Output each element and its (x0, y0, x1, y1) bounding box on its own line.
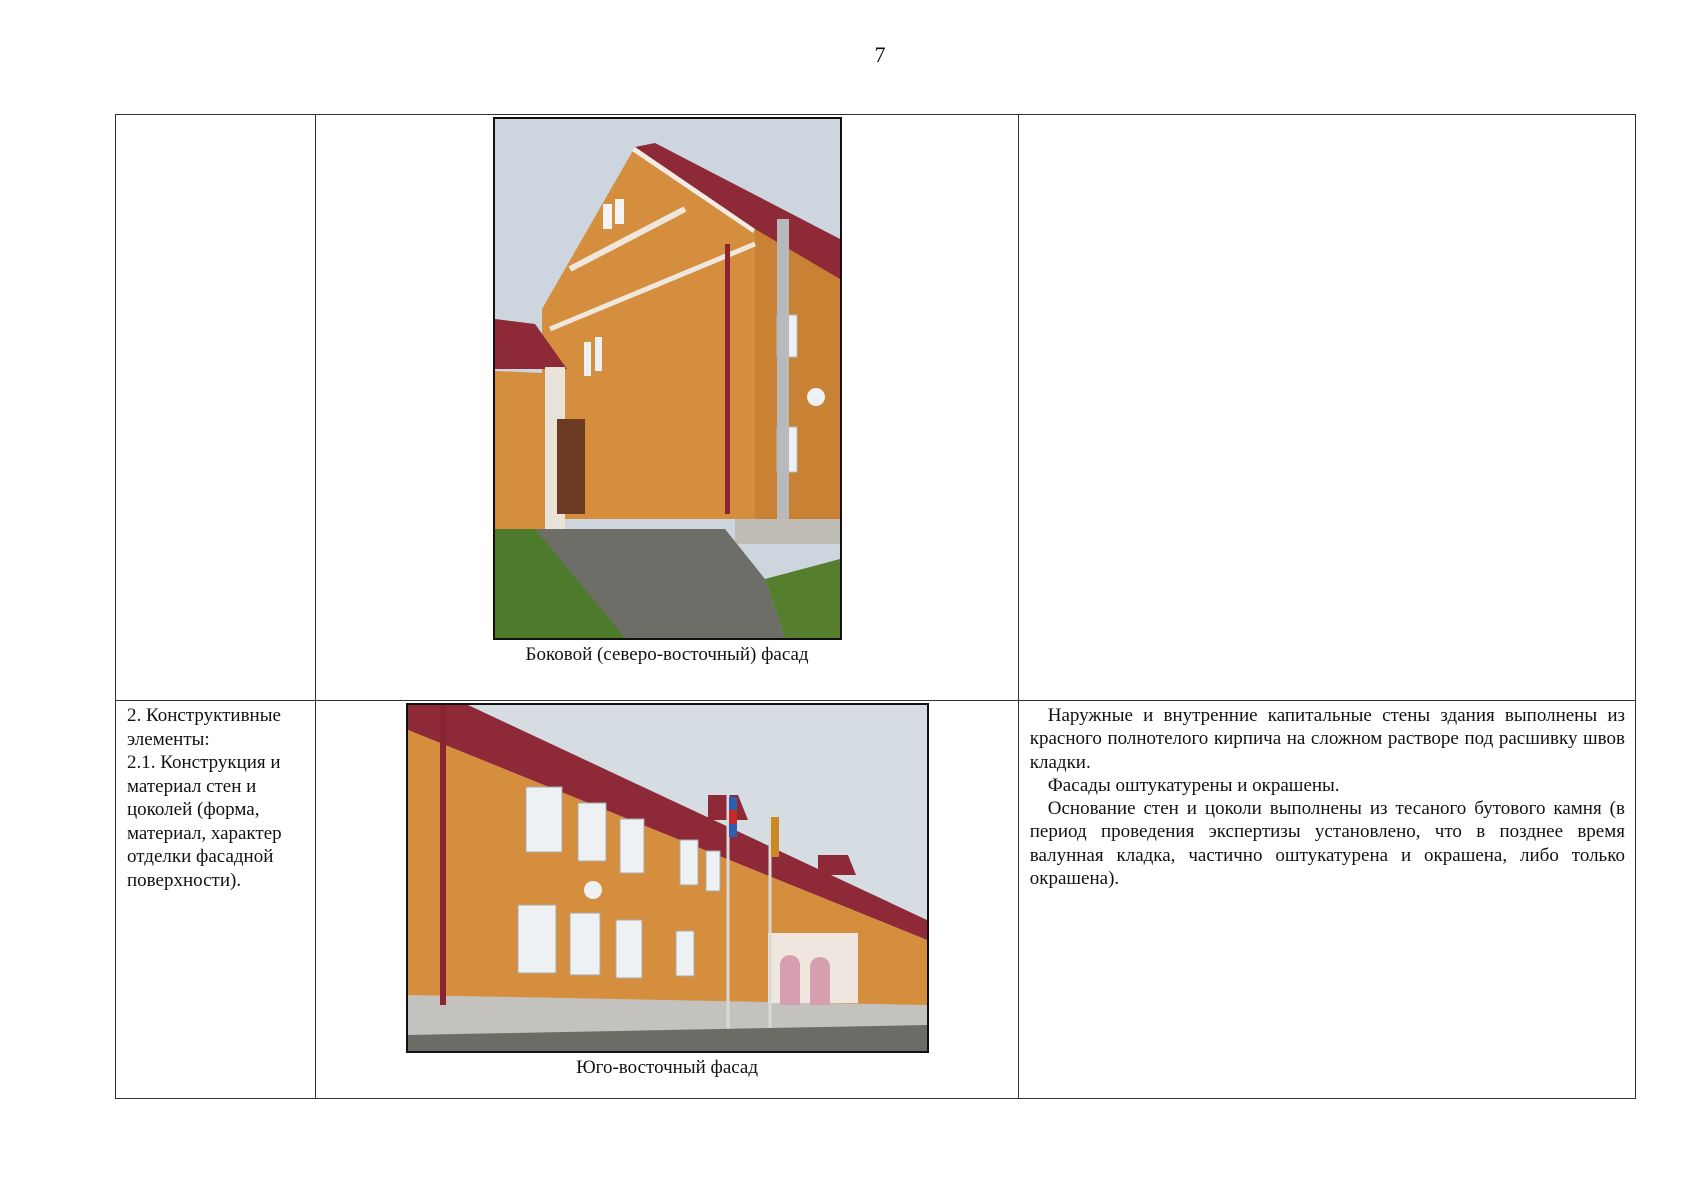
description-text (1019, 701, 1635, 890)
photo-cell (316, 701, 1018, 1099)
description-paragraph: Фасады оштукатурены и окрашены. (1047, 774, 1340, 796)
table-row (116, 701, 1636, 1099)
row-label-cell (116, 115, 316, 701)
photo-caption: Юго-восточный фасад (576, 1057, 759, 1078)
description-cell (1018, 115, 1635, 701)
page-number: 7 (874, 42, 886, 67)
northeast-facade-photo (493, 117, 842, 640)
description-paragraph: Основание стен и цоколи выполнены из тесаного бутового камня (в период проведения экспертизы установлено, что в позднее время валунная кладка, частично оштукатурена и окрашена, либо только окрашена). (1029, 798, 1625, 890)
photo-caption: Боковой (северо-восточный) фасад (525, 644, 809, 665)
description-cell (1018, 701, 1635, 1099)
southeast-facade-photo (406, 703, 929, 1053)
document-table (115, 114, 1636, 1099)
table-row (116, 115, 1636, 701)
row-label (116, 115, 315, 118)
row-label: 2. Конструктивные элементы: 2.1. Конструкция и материал стен и цоколей (форма, материал, характер отделки фасадной поверхности). (127, 705, 282, 891)
description-paragraph: Наружные и внутренние капитальные стены здания выполнены из красного полнотелого кирпича на сложном растворе под расшивку швов кладки. (1029, 705, 1625, 773)
row-label-cell (116, 701, 316, 1099)
photo-cell (316, 115, 1018, 701)
